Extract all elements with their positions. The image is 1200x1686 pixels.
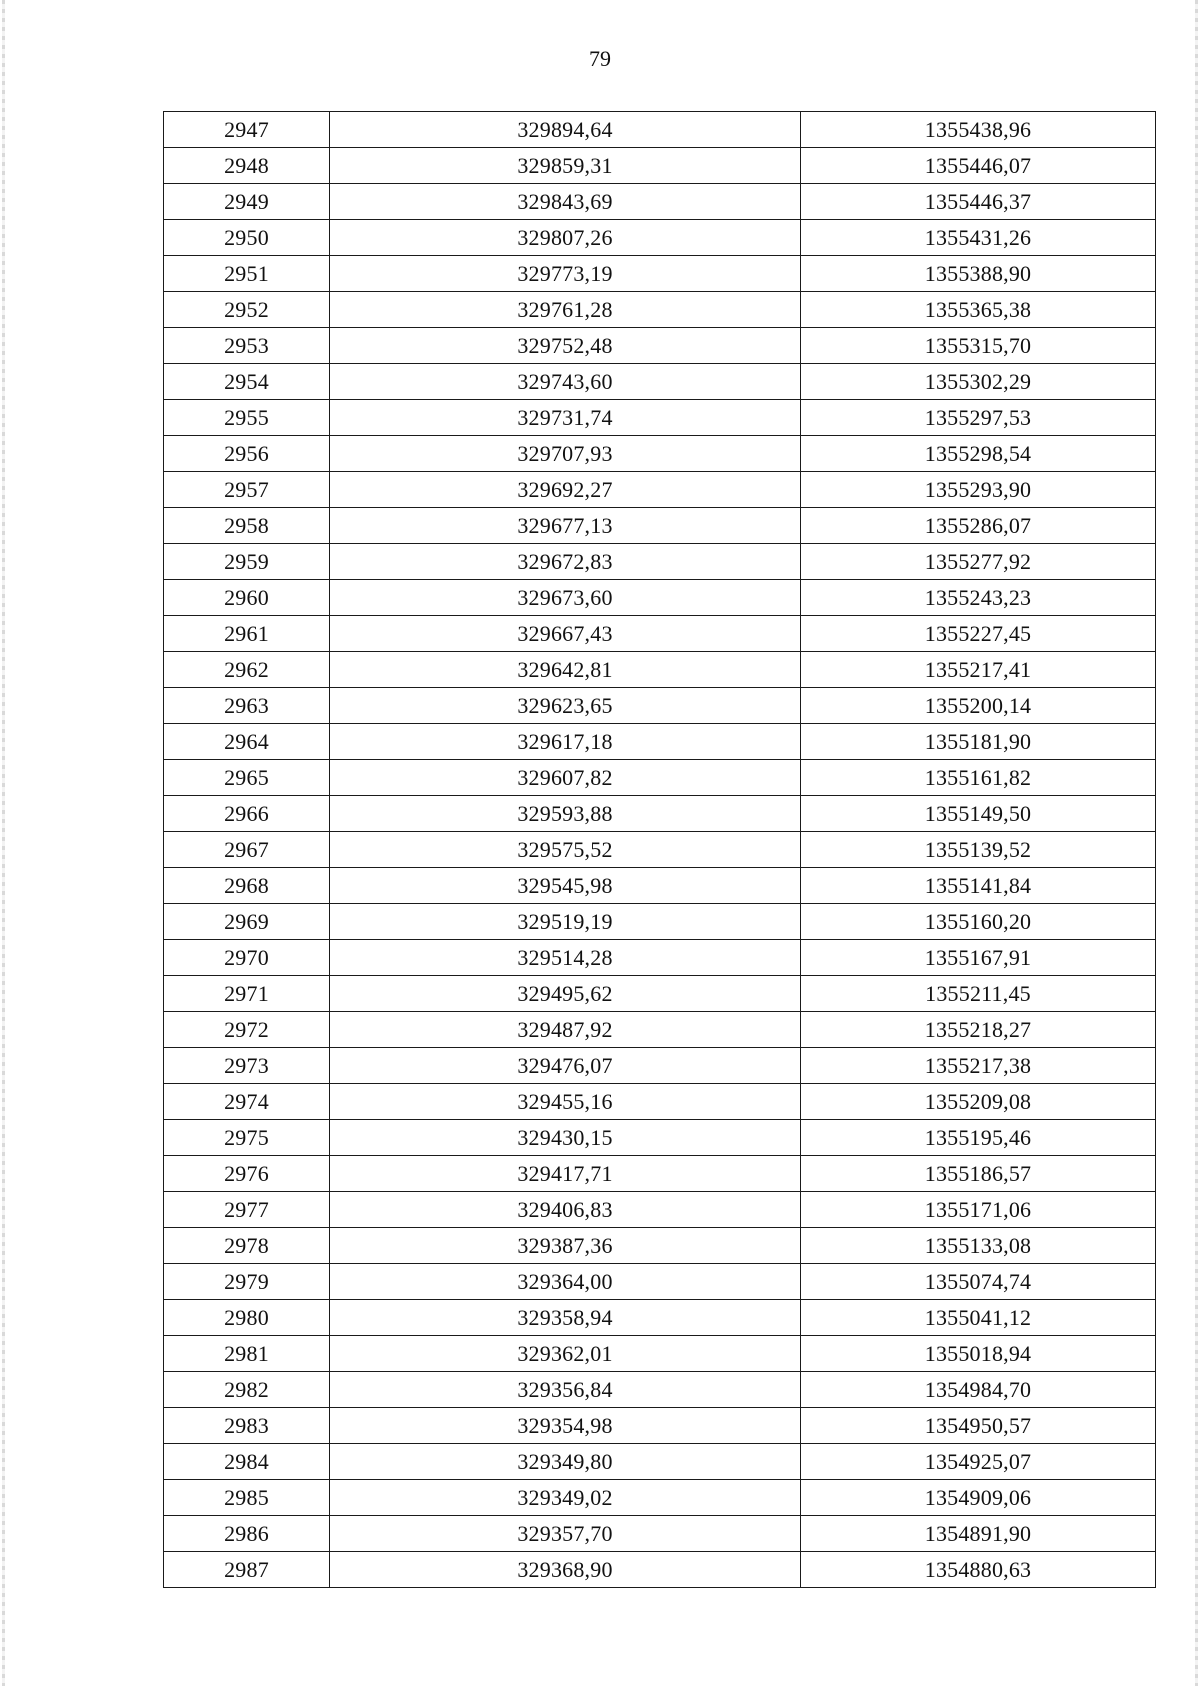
x-coordinate-cell: 329743,60	[330, 364, 801, 400]
table-row	[164, 220, 1156, 256]
page-number: 79	[589, 46, 611, 71]
x-coordinate-cell: 329672,83	[330, 544, 801, 580]
table-row	[164, 1012, 1156, 1048]
point-number-cell: 2975	[164, 1120, 330, 1156]
point-number-cell: 2959	[164, 544, 330, 580]
point-number-cell: 2966	[164, 796, 330, 832]
point-number-cell: 2969	[164, 904, 330, 940]
table-row	[164, 1552, 1156, 1588]
x-coordinate-cell: 329894,64	[330, 112, 801, 148]
y-coordinate-cell: 1355431,26	[801, 220, 1156, 256]
y-coordinate-cell: 1354925,07	[801, 1444, 1156, 1480]
table-row	[164, 1372, 1156, 1408]
point-number-cell: 2961	[164, 616, 330, 652]
y-coordinate-cell: 1355195,46	[801, 1120, 1156, 1156]
y-coordinate-cell: 1355181,90	[801, 724, 1156, 760]
point-number-cell: 2954	[164, 364, 330, 400]
x-coordinate-cell: 329349,02	[330, 1480, 801, 1516]
table-row	[164, 1408, 1156, 1444]
x-coordinate-cell: 329642,81	[330, 652, 801, 688]
y-coordinate-cell: 1355217,38	[801, 1048, 1156, 1084]
x-coordinate-cell: 329356,84	[330, 1372, 801, 1408]
point-number-cell: 2950	[164, 220, 330, 256]
y-coordinate-cell: 1354909,06	[801, 1480, 1156, 1516]
x-coordinate-cell: 329593,88	[330, 796, 801, 832]
x-coordinate-cell: 329859,31	[330, 148, 801, 184]
point-number-cell: 2978	[164, 1228, 330, 1264]
point-number-cell: 2949	[164, 184, 330, 220]
table-row	[164, 112, 1156, 148]
point-number-cell: 2958	[164, 508, 330, 544]
x-coordinate-cell: 329807,26	[330, 220, 801, 256]
point-number-cell: 2973	[164, 1048, 330, 1084]
point-number-cell: 2974	[164, 1084, 330, 1120]
point-number-cell: 2962	[164, 652, 330, 688]
table-row	[164, 1444, 1156, 1480]
point-number-cell: 2948	[164, 148, 330, 184]
point-number-cell: 2952	[164, 292, 330, 328]
y-coordinate-cell: 1355074,74	[801, 1264, 1156, 1300]
x-coordinate-cell: 329476,07	[330, 1048, 801, 1084]
point-number-cell: 2977	[164, 1192, 330, 1228]
x-coordinate-cell: 329623,65	[330, 688, 801, 724]
y-coordinate-cell: 1355277,92	[801, 544, 1156, 580]
x-coordinate-cell: 329387,36	[330, 1228, 801, 1264]
y-coordinate-cell: 1355302,29	[801, 364, 1156, 400]
x-coordinate-cell: 329673,60	[330, 580, 801, 616]
table-row	[164, 904, 1156, 940]
y-coordinate-cell: 1355293,90	[801, 472, 1156, 508]
point-number-cell: 2964	[164, 724, 330, 760]
table-row	[164, 1300, 1156, 1336]
y-coordinate-cell: 1355186,57	[801, 1156, 1156, 1192]
x-coordinate-cell: 329519,19	[330, 904, 801, 940]
x-coordinate-cell: 329677,13	[330, 508, 801, 544]
table-row	[164, 256, 1156, 292]
table-row	[164, 364, 1156, 400]
table-row	[164, 1120, 1156, 1156]
y-coordinate-cell: 1355446,07	[801, 148, 1156, 184]
y-coordinate-cell: 1355211,45	[801, 976, 1156, 1012]
point-number-cell: 2976	[164, 1156, 330, 1192]
y-coordinate-cell: 1355438,96	[801, 112, 1156, 148]
y-coordinate-cell: 1355315,70	[801, 328, 1156, 364]
x-coordinate-cell: 329406,83	[330, 1192, 801, 1228]
x-coordinate-cell: 329692,27	[330, 472, 801, 508]
table-row	[164, 940, 1156, 976]
point-number-cell: 2987	[164, 1552, 330, 1588]
y-coordinate-cell: 1355218,27	[801, 1012, 1156, 1048]
y-coordinate-cell: 1355297,53	[801, 400, 1156, 436]
x-coordinate-cell: 329357,70	[330, 1516, 801, 1552]
x-coordinate-cell: 329514,28	[330, 940, 801, 976]
table-row	[164, 868, 1156, 904]
y-coordinate-cell: 1355149,50	[801, 796, 1156, 832]
y-coordinate-cell: 1355141,84	[801, 868, 1156, 904]
scan-edge-left	[2, 0, 5, 1686]
x-coordinate-cell: 329575,52	[330, 832, 801, 868]
y-coordinate-cell: 1354880,63	[801, 1552, 1156, 1588]
table-row	[164, 796, 1156, 832]
table-row	[164, 400, 1156, 436]
point-number-cell: 2968	[164, 868, 330, 904]
x-coordinate-cell: 329773,19	[330, 256, 801, 292]
table-row	[164, 832, 1156, 868]
point-number-cell: 2956	[164, 436, 330, 472]
point-number-cell: 2951	[164, 256, 330, 292]
table-row	[164, 976, 1156, 1012]
table-row	[164, 1480, 1156, 1516]
x-coordinate-cell: 329667,43	[330, 616, 801, 652]
x-coordinate-cell: 329455,16	[330, 1084, 801, 1120]
y-coordinate-cell: 1355133,08	[801, 1228, 1156, 1264]
y-coordinate-cell: 1355388,90	[801, 256, 1156, 292]
coordinates-table-body	[164, 112, 1156, 1588]
y-coordinate-cell: 1355217,41	[801, 652, 1156, 688]
table-row	[164, 472, 1156, 508]
y-coordinate-cell: 1355365,38	[801, 292, 1156, 328]
x-coordinate-cell: 329349,80	[330, 1444, 801, 1480]
y-coordinate-cell: 1355298,54	[801, 436, 1156, 472]
x-coordinate-cell: 329417,71	[330, 1156, 801, 1192]
x-coordinate-cell: 329707,93	[330, 436, 801, 472]
x-coordinate-cell: 329430,15	[330, 1120, 801, 1156]
y-coordinate-cell: 1355209,08	[801, 1084, 1156, 1120]
y-coordinate-cell: 1355286,07	[801, 508, 1156, 544]
point-number-cell: 2980	[164, 1300, 330, 1336]
x-coordinate-cell: 329843,69	[330, 184, 801, 220]
table-row	[164, 1336, 1156, 1372]
x-coordinate-cell: 329358,94	[330, 1300, 801, 1336]
table-row	[164, 616, 1156, 652]
x-coordinate-cell: 329487,92	[330, 1012, 801, 1048]
y-coordinate-cell: 1354950,57	[801, 1408, 1156, 1444]
table-row	[164, 1048, 1156, 1084]
x-coordinate-cell: 329545,98	[330, 868, 801, 904]
point-number-cell: 2984	[164, 1444, 330, 1480]
point-number-cell: 2982	[164, 1372, 330, 1408]
point-number-cell: 2983	[164, 1408, 330, 1444]
scan-edge-right	[1195, 0, 1198, 1686]
point-number-cell: 2967	[164, 832, 330, 868]
table-row	[164, 724, 1156, 760]
x-coordinate-cell: 329761,28	[330, 292, 801, 328]
table-row	[164, 184, 1156, 220]
table-row	[164, 760, 1156, 796]
point-number-cell: 2965	[164, 760, 330, 796]
y-coordinate-cell: 1355139,52	[801, 832, 1156, 868]
y-coordinate-cell: 1355171,06	[801, 1192, 1156, 1228]
x-coordinate-cell: 329364,00	[330, 1264, 801, 1300]
table-row	[164, 292, 1156, 328]
y-coordinate-cell: 1355446,37	[801, 184, 1156, 220]
y-coordinate-cell: 1355167,91	[801, 940, 1156, 976]
y-coordinate-cell: 1355161,82	[801, 760, 1156, 796]
point-number-cell: 2981	[164, 1336, 330, 1372]
y-coordinate-cell: 1354891,90	[801, 1516, 1156, 1552]
point-number-cell: 2985	[164, 1480, 330, 1516]
y-coordinate-cell: 1355227,45	[801, 616, 1156, 652]
y-coordinate-cell: 1355041,12	[801, 1300, 1156, 1336]
table-row	[164, 1084, 1156, 1120]
table-row	[164, 688, 1156, 724]
point-number-cell: 2953	[164, 328, 330, 364]
x-coordinate-cell: 329752,48	[330, 328, 801, 364]
table-row	[164, 508, 1156, 544]
x-coordinate-cell: 329731,74	[330, 400, 801, 436]
x-coordinate-cell: 329607,82	[330, 760, 801, 796]
table-row	[164, 148, 1156, 184]
point-number-cell: 2955	[164, 400, 330, 436]
point-number-cell: 2972	[164, 1012, 330, 1048]
table-row	[164, 328, 1156, 364]
coordinates-table	[163, 111, 1156, 1588]
x-coordinate-cell: 329362,01	[330, 1336, 801, 1372]
x-coordinate-cell: 329495,62	[330, 976, 801, 1012]
y-coordinate-cell: 1355018,94	[801, 1336, 1156, 1372]
point-number-cell: 2971	[164, 976, 330, 1012]
point-number-cell: 2970	[164, 940, 330, 976]
y-coordinate-cell: 1354984,70	[801, 1372, 1156, 1408]
point-number-cell: 2963	[164, 688, 330, 724]
x-coordinate-cell: 329354,98	[330, 1408, 801, 1444]
point-number-cell: 2957	[164, 472, 330, 508]
point-number-cell: 2947	[164, 112, 330, 148]
point-number-cell: 2960	[164, 580, 330, 616]
table-row	[164, 1192, 1156, 1228]
point-number-cell: 2979	[164, 1264, 330, 1300]
y-coordinate-cell: 1355243,23	[801, 580, 1156, 616]
point-number-cell: 2986	[164, 1516, 330, 1552]
x-coordinate-cell: 329368,90	[330, 1552, 801, 1588]
y-coordinate-cell: 1355160,20	[801, 904, 1156, 940]
x-coordinate-cell: 329617,18	[330, 724, 801, 760]
table-row	[164, 1156, 1156, 1192]
table-row	[164, 544, 1156, 580]
table-row	[164, 652, 1156, 688]
table-row	[164, 436, 1156, 472]
table-row	[164, 580, 1156, 616]
y-coordinate-cell: 1355200,14	[801, 688, 1156, 724]
table-row	[164, 1264, 1156, 1300]
table-row	[164, 1228, 1156, 1264]
table-row	[164, 1516, 1156, 1552]
